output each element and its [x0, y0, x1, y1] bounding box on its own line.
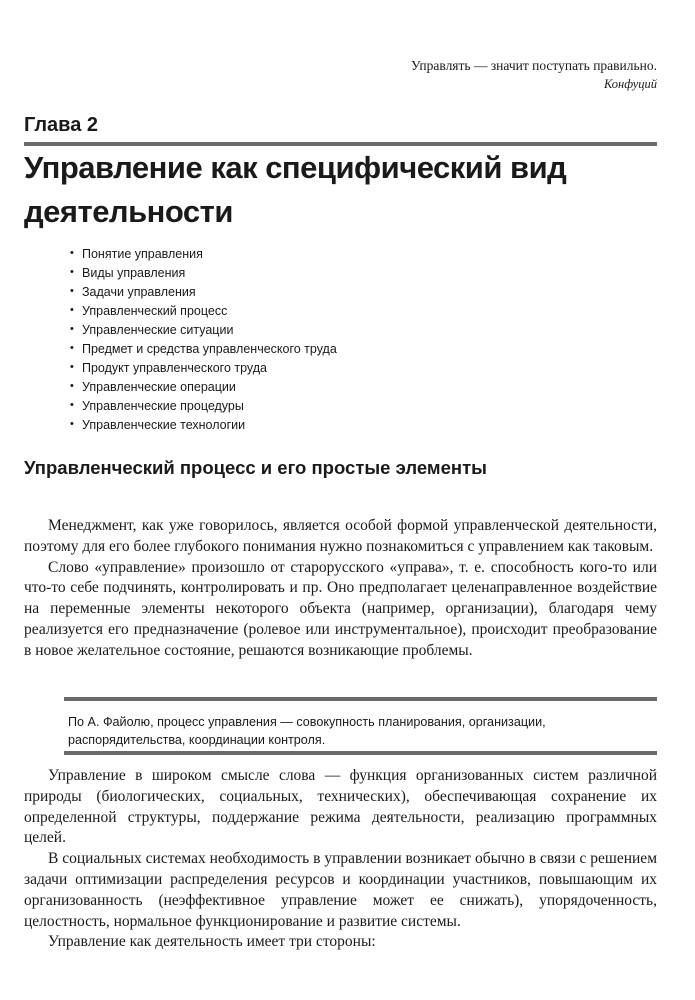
- epigraph: [327, 56, 657, 94]
- epigraph-author: Конфуций: [603, 77, 657, 91]
- bullet-icon: •: [70, 323, 74, 335]
- topic-item: • Управленческие ситуации: [70, 321, 337, 340]
- bullet-icon: •: [70, 399, 74, 411]
- bullet-icon: •: [70, 247, 74, 259]
- topic-list: [70, 245, 337, 435]
- topic-item: • Предмет и средства управленческого труда: [70, 340, 337, 359]
- chapter-label: Глава 2: [24, 114, 99, 136]
- topic-item: • Управленческие процедуры: [70, 397, 337, 416]
- body-text-block: [24, 516, 657, 662]
- bullet-icon: •: [70, 361, 74, 373]
- topic-item: • Задачи управления: [70, 283, 337, 302]
- paragraph: В социальных системах необходимость в управлении возникает обычно в связи с решением задачи оптимизации распределения ресурсов и координации участников, повышающим их организованность (неэффективное управление может ее снижать), упорядоченность, целостность, нормальное функционирование и развитие системы.: [24, 850, 657, 930]
- epigraph-quote: Управлять — значит поступать правильно.: [411, 58, 657, 73]
- paragraph: Слово «управление» произошло от старорусского «управа», т. е. способность кого-то или что-то себе подчинять, контролировать и пр. Оно предполагает целенаправленное воздействие на переменные элементы некоторого объекта (например, организации), благодаря чему реализуется его предназначение (ролевое или инструментальное), происходит преобразование в новое желательное состояние, решаются возникающие проблемы.: [24, 558, 657, 659]
- topic-item: • Понятие управления: [70, 245, 337, 264]
- topic-item: • Управленческие технологии: [70, 416, 337, 435]
- bullet-icon: •: [70, 266, 74, 278]
- bullet-icon: •: [70, 380, 74, 392]
- chapter-title: Управление как специфический вид деятельности: [24, 150, 567, 229]
- body-text-block: [24, 766, 657, 953]
- paragraph: Управление в широком смысле слова — функция организованных систем различной природы (биологических, социальных, технических), обеспечивающая сохранение их определенной структуры, поддержание режима деятельности, реализацию программных целей.: [24, 767, 657, 847]
- bullet-icon: •: [70, 418, 74, 430]
- paragraph: Управление как деятельность имеет три стороны:: [48, 933, 376, 951]
- topic-item: • Виды управления: [70, 264, 337, 283]
- topic-item: • Управленческие операции: [70, 378, 337, 397]
- bullet-icon: •: [70, 285, 74, 297]
- topic-item: • Управленческий процесс: [70, 302, 337, 321]
- definition-callout: По А. Файолю, процесс управления — совокупность планирования, организации, распорядительства, координации контроля.: [64, 697, 657, 755]
- paragraph: Менеджмент, как уже говорилось, является особой формой управленческой деятельности, поэтому для его более глубокого понимания нужно познакомиться с управлением как таковым.: [24, 517, 657, 555]
- bullet-icon: •: [70, 342, 74, 354]
- topic-item: • Продукт управленческого труда: [70, 359, 337, 378]
- section-heading: Управленческий процесс и его простые элементы: [24, 457, 487, 478]
- bullet-icon: •: [70, 304, 74, 316]
